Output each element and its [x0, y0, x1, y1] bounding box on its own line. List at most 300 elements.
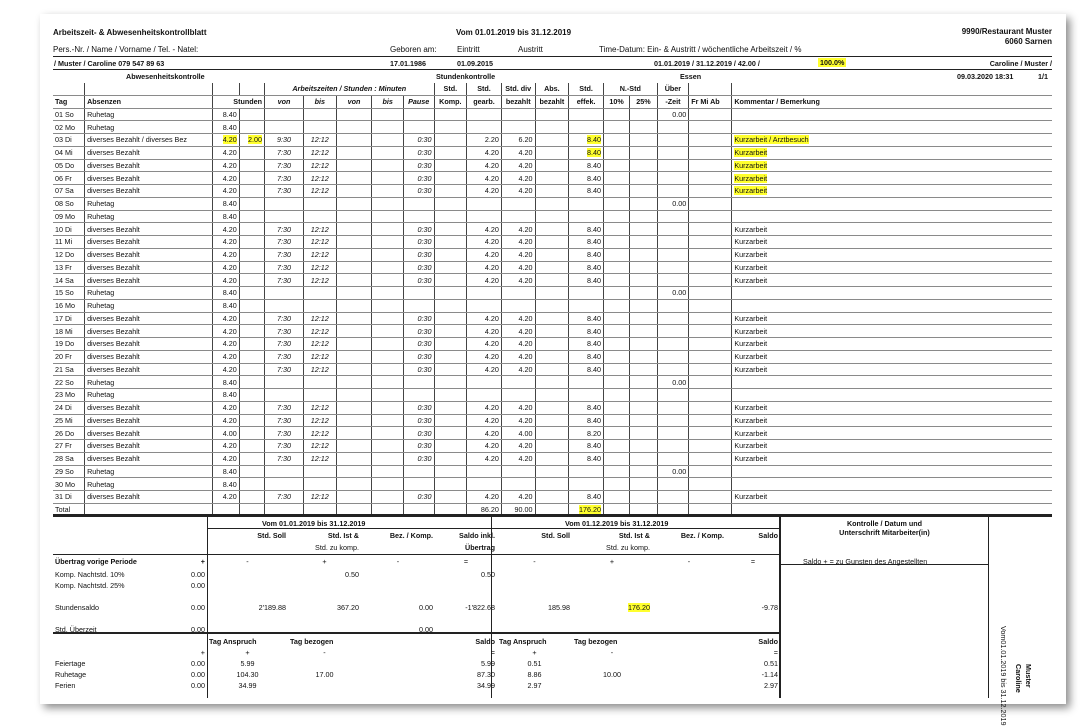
- day-row: [53, 478, 1052, 491]
- cell-std: [213, 108, 239, 121]
- value-abs: diverses Bezahlt: [87, 237, 140, 247]
- cell-pause: [403, 159, 434, 172]
- value-gearb: 4.20: [484, 250, 499, 260]
- value-tag: 25 Mi: [55, 415, 73, 425]
- value-von: 9:30: [277, 135, 291, 145]
- value-div: 4.00: [518, 428, 533, 438]
- value-eff: 8.40: [586, 441, 601, 451]
- cell-std2: [239, 134, 264, 147]
- cell-std2: [239, 185, 264, 198]
- col-std-div-2: bezahlt: [501, 95, 535, 108]
- value-kom: Kurzarbeit: [734, 403, 768, 413]
- col-von-2: von: [336, 95, 372, 108]
- cell-kom: [732, 146, 1052, 159]
- cell-div: [501, 223, 535, 236]
- cell-std2: [239, 389, 264, 402]
- value-tag: 11 Mi: [55, 237, 73, 247]
- col-std-komp-2: Komp.: [434, 95, 467, 108]
- ferien-a2: 2.97: [527, 681, 542, 690]
- value-abs: diverses Bezahlt: [87, 275, 140, 285]
- value-eff: 8.40: [586, 148, 601, 158]
- value-gearb: 4.20: [484, 313, 499, 323]
- cell-uz: [657, 427, 689, 440]
- value-von: 7:30: [277, 173, 291, 183]
- cell-tag: [53, 236, 85, 249]
- value-von: 7:30: [277, 262, 291, 272]
- value-bis: 12:12: [310, 135, 329, 145]
- cell-pause: [403, 121, 434, 134]
- cell-komp: [434, 248, 467, 261]
- cell-tag: [53, 312, 85, 325]
- cell-b2: [372, 261, 404, 274]
- cell-v2: [336, 159, 372, 172]
- cell-v2: [336, 325, 372, 338]
- cell-abs: [85, 325, 213, 338]
- cell-p10: [603, 108, 629, 121]
- cell-fma: [689, 248, 732, 261]
- value-kom: Kurzarbeit / Arztbesuch: [734, 135, 809, 145]
- value-div: 4.20: [518, 492, 533, 502]
- cell-kom: [732, 491, 1052, 504]
- cell-uz: [657, 146, 689, 159]
- value-abs: Ruhetag: [87, 211, 115, 221]
- cell-tag: [53, 338, 85, 351]
- cell-gearb: [467, 427, 502, 440]
- cell-von: [265, 146, 304, 159]
- cell-gearb: [467, 248, 502, 261]
- cell-absb: [535, 427, 569, 440]
- cell-b2: [372, 338, 404, 351]
- cell-komp: [434, 325, 467, 338]
- cell-fma: [689, 299, 732, 312]
- day-row: [53, 172, 1052, 185]
- cell-div: [501, 414, 535, 427]
- cell-p25: [630, 338, 657, 351]
- ruhetage-a2: 8.86: [527, 670, 542, 679]
- day-row: [53, 414, 1052, 427]
- cell-v2: [336, 108, 372, 121]
- cell-eff: [569, 159, 604, 172]
- cell-v2: [336, 223, 372, 236]
- cell-div: [501, 210, 535, 223]
- cell-std: [213, 325, 239, 338]
- cell-v2: [336, 452, 372, 465]
- cell-div: [501, 261, 535, 274]
- cell-kom: [732, 350, 1052, 363]
- cell-von: [265, 121, 304, 134]
- value-pause: 0:30: [417, 364, 432, 374]
- cell-bis: [303, 440, 336, 453]
- day-row: [53, 236, 1052, 249]
- cell-tag: [53, 478, 85, 491]
- saldo-h-1: Saldo: [475, 636, 495, 646]
- cell-abs: [85, 108, 213, 121]
- value-std: 4.20: [222, 326, 237, 336]
- cell-v2: [336, 312, 372, 325]
- cell-eff: [569, 223, 604, 236]
- value-bis: 12:12: [310, 492, 329, 502]
- op-minus-1: -: [246, 556, 249, 566]
- col-bis-1: bis: [303, 95, 336, 108]
- value-std: 4.20: [222, 173, 237, 183]
- value-tag: 08 So: [55, 199, 74, 209]
- cell-p10: [603, 440, 629, 453]
- col-p10: 10%: [603, 95, 629, 108]
- value-gearb: 4.20: [484, 275, 499, 285]
- cell-uz: [657, 159, 689, 172]
- cell-absb: [535, 223, 569, 236]
- cell-gearb: [467, 452, 502, 465]
- cell-kom: [732, 274, 1052, 287]
- cell-p25: [630, 465, 657, 478]
- cell-bis: [303, 427, 336, 440]
- cell-fma: [689, 159, 732, 172]
- value-abs: Ruhetag: [87, 288, 115, 298]
- cell-tag: [53, 325, 85, 338]
- value-eff: 8.40: [586, 262, 601, 272]
- value-abs: diverses Bezahlt: [87, 224, 140, 234]
- value-von: 7:30: [277, 352, 291, 362]
- cell-fma: [689, 338, 732, 351]
- value-tag: 28 Sa: [55, 454, 74, 464]
- feiertage-a2: 0.51: [527, 659, 542, 668]
- vac-plus-2: +: [532, 648, 537, 657]
- cell-komp: [434, 350, 467, 363]
- value-von: 7:30: [277, 441, 291, 451]
- day-row: [53, 389, 1052, 402]
- cell-div: [501, 491, 535, 504]
- cell-p10: [603, 478, 629, 491]
- cell-std: [213, 427, 239, 440]
- value-pause: 0:30: [417, 160, 432, 170]
- col-n-std: N.-Std: [603, 83, 657, 95]
- cell-div: [501, 338, 535, 351]
- cell-eff: [569, 121, 604, 134]
- cell-kom: [732, 185, 1052, 198]
- cell-abs: [85, 338, 213, 351]
- cell-eff: [569, 287, 604, 300]
- cell-v2: [336, 376, 372, 389]
- cell-uz: [657, 274, 689, 287]
- cell-eff: [569, 248, 604, 261]
- value-div: 4.20: [518, 352, 533, 362]
- cell-std2: [239, 452, 264, 465]
- cell-div: [501, 401, 535, 414]
- saldo-h-2: Saldo: [758, 636, 778, 646]
- value-gearb: 4.20: [484, 454, 499, 464]
- cell-gearb: [467, 121, 502, 134]
- value-eff: 8.40: [586, 339, 601, 349]
- value-tag: 15 So: [55, 288, 74, 298]
- cell-komp: [434, 121, 467, 134]
- value-eff: 8.40: [586, 454, 601, 464]
- cell-std: [213, 146, 239, 159]
- cell-p10: [603, 185, 629, 198]
- value-bis: 12:12: [310, 275, 329, 285]
- value-tag: 02 Mo: [55, 122, 75, 132]
- cell-div: [501, 465, 535, 478]
- cell-div: [501, 185, 535, 198]
- cell-abs: [85, 401, 213, 414]
- cell-std2: [239, 401, 264, 414]
- bezogen-2: Tag bezogen: [574, 636, 618, 646]
- cell-div: [501, 389, 535, 402]
- cell-von: [265, 134, 304, 147]
- value-abs: diverses Bezahlt: [87, 326, 140, 336]
- cell-std2: [239, 223, 264, 236]
- sheet-title: Arbeitszeit- & Abwesenheitskontrollblatt: [53, 28, 207, 37]
- value-abs: Ruhetag: [87, 109, 115, 119]
- cell-std: [213, 401, 239, 414]
- cell-uz: [657, 452, 689, 465]
- value-uz: 0.00: [672, 377, 687, 387]
- cell-v2: [336, 236, 372, 249]
- value-pause: 0:30: [417, 454, 432, 464]
- cell-b2: [372, 274, 404, 287]
- cell-uz: [657, 121, 689, 134]
- value-von: 7:30: [277, 403, 291, 413]
- value-std: 8.40: [222, 390, 237, 400]
- cell-gearb: [467, 210, 502, 223]
- cell-fma: [689, 185, 732, 198]
- value-gearb: 4.20: [484, 441, 499, 451]
- cell-fma: [689, 452, 732, 465]
- cell-gearb: [467, 401, 502, 414]
- value-uz: 0.00: [672, 109, 687, 119]
- cell-tag: [53, 159, 85, 172]
- cell-bis: [303, 185, 336, 198]
- value-eff: 8.40: [586, 415, 601, 425]
- value-div: 4.20: [518, 364, 533, 374]
- cell-v2: [336, 197, 372, 210]
- cell-absb: [535, 287, 569, 300]
- cell-eff: [569, 491, 604, 504]
- cell-abs: [85, 185, 213, 198]
- op-plus-2: +: [609, 556, 615, 566]
- value-std: 8.40: [222, 122, 237, 132]
- value-std: 4.20: [222, 441, 237, 451]
- value-abs: diverses Bezahlt: [87, 262, 140, 272]
- cell-komp: [434, 389, 467, 402]
- value-std: 8.40: [222, 479, 237, 489]
- cell-std: [213, 299, 239, 312]
- cell-div: [501, 287, 535, 300]
- value-std: 8.40: [222, 466, 237, 476]
- value-von: 7:30: [277, 160, 291, 170]
- cell-p25: [630, 134, 657, 147]
- value-kom: Kurzarbeit: [734, 275, 768, 285]
- cell-von: [265, 287, 304, 300]
- value-eff: 8.40: [586, 313, 601, 323]
- pers-label: Pers.-Nr. / Name / Vorname / Tel. - Natel:: [53, 45, 199, 54]
- cell-v2: [336, 414, 372, 427]
- value-pause: 0:30: [417, 224, 432, 234]
- cell-p10: [603, 236, 629, 249]
- cell-absb: [535, 312, 569, 325]
- cell-komp: [434, 452, 467, 465]
- cell-pause: [403, 223, 434, 236]
- cell-std2: [239, 159, 264, 172]
- cell-abs: [85, 440, 213, 453]
- cell-eff: [569, 185, 604, 198]
- value-abs: diverses Bezahlt: [87, 364, 140, 374]
- cell-eff: [569, 197, 604, 210]
- cell-uz: [657, 325, 689, 338]
- cell-p25: [630, 210, 657, 223]
- cell-pause: [403, 350, 434, 363]
- value-gearb: 4.20: [484, 237, 499, 247]
- cell-v2: [336, 185, 372, 198]
- cell-bis: [303, 210, 336, 223]
- cell-p25: [630, 440, 657, 453]
- cell-abs: [85, 210, 213, 223]
- value-abs: diverses Bezahlt: [87, 441, 140, 451]
- value-bis: 12:12: [310, 160, 329, 170]
- cell-p25: [630, 159, 657, 172]
- cell-komp: [434, 427, 467, 440]
- day-row: [53, 197, 1052, 210]
- summary-rule: [53, 514, 1052, 516]
- cell-bis: [303, 465, 336, 478]
- value-std: 8.40: [222, 109, 237, 119]
- cell-div: [501, 427, 535, 440]
- cell-komp: [434, 312, 467, 325]
- cell-eff: [569, 325, 604, 338]
- cell-gearb: [467, 299, 502, 312]
- value-kom: Kurzarbeit: [734, 262, 768, 272]
- cell-p25: [630, 236, 657, 249]
- cell-abs: [85, 197, 213, 210]
- value-bis: 12:12: [310, 403, 329, 413]
- stundensaldo-soll-1: 2'189.88: [258, 603, 286, 612]
- value-gearb: 2.20: [484, 135, 499, 145]
- cell-absb: [535, 274, 569, 287]
- col-ueber-2: -Zeit: [657, 95, 689, 108]
- cell-tag: [53, 287, 85, 300]
- value-std: 4.20: [222, 275, 237, 285]
- value-abs: diverses Bezahlt / diverses Bez: [87, 135, 187, 145]
- value-abs: Ruhetag: [87, 377, 115, 387]
- cell-bis: [303, 452, 336, 465]
- col-std-komp-1: Std.: [434, 83, 467, 95]
- cell-p10: [603, 299, 629, 312]
- cell-kom: [732, 376, 1052, 389]
- value-pause: 0:30: [417, 403, 432, 413]
- cell-p25: [630, 197, 657, 210]
- cell-abs: [85, 376, 213, 389]
- value-eff: 8.40: [586, 173, 601, 183]
- cell-gearb: [467, 108, 502, 121]
- value-bis: 12:12: [310, 454, 329, 464]
- value-eff: 8.40: [586, 326, 601, 336]
- value-tag: 24 Di: [55, 403, 72, 413]
- value-std: 4.20: [222, 250, 237, 260]
- cell-div: [501, 172, 535, 185]
- value-pause: 0:30: [417, 186, 432, 196]
- cell-b2: [372, 223, 404, 236]
- cell-p10: [603, 121, 629, 134]
- value-div: 4.20: [518, 403, 533, 413]
- cell-pause: [403, 197, 434, 210]
- austritt-label: Austritt: [518, 45, 543, 54]
- day-row: [53, 223, 1052, 236]
- value-abs: Ruhetag: [87, 479, 115, 489]
- cell-abs: [85, 427, 213, 440]
- cell-b2: [372, 452, 404, 465]
- value-uz: 0.00: [672, 466, 687, 476]
- feiertage-s2: 0.51: [764, 659, 778, 668]
- cell-std: [213, 159, 239, 172]
- cell-bis: [303, 350, 336, 363]
- cell-bis: [303, 325, 336, 338]
- day-row: [53, 325, 1052, 338]
- cell-eff: [569, 389, 604, 402]
- value-std: 4.20: [222, 186, 237, 196]
- cell-absb: [535, 350, 569, 363]
- cell-kom: [732, 197, 1052, 210]
- cell-p25: [630, 491, 657, 504]
- value-gearb: 4.20: [484, 415, 499, 425]
- cell-fma: [689, 146, 732, 159]
- cell-tag: [53, 197, 85, 210]
- bezogen-1: Tag bezogen: [290, 636, 334, 646]
- cell-div: [501, 363, 535, 376]
- cell-uz: [657, 134, 689, 147]
- cell-absb: [535, 134, 569, 147]
- cell-b2: [372, 134, 404, 147]
- cell-div: [501, 121, 535, 134]
- value-tag: 09 Mo: [55, 211, 75, 221]
- value-kom: Kurzarbeit: [734, 160, 768, 170]
- cell-absb: [535, 325, 569, 338]
- cell-abs: [85, 172, 213, 185]
- cell-fma: [689, 236, 732, 249]
- cell-b2: [372, 427, 404, 440]
- cell-b2: [372, 299, 404, 312]
- cell-tag: [53, 350, 85, 363]
- komp-10-label: Komp. Nachtstd. 10%: [55, 570, 125, 579]
- value-div: 4.20: [518, 339, 533, 349]
- value-pause: 0:30: [417, 326, 432, 336]
- cell-gearb: [467, 197, 502, 210]
- day-row: [53, 452, 1052, 465]
- value-div: 4.20: [518, 160, 533, 170]
- ruhetage-s1: 87.30: [477, 670, 495, 679]
- cell-absb: [535, 248, 569, 261]
- value-tag: 19 Do: [55, 339, 75, 349]
- value-tag: 29 So: [55, 466, 74, 476]
- value-div: 4.20: [518, 224, 533, 234]
- ferien-value: 0.00: [191, 681, 205, 690]
- cell-div: [501, 159, 535, 172]
- uebertrag-label: Übertrag vorige Periode: [55, 556, 137, 566]
- cell-von: [265, 159, 304, 172]
- cell-komp: [434, 274, 467, 287]
- col-std-eff-1: Std.: [569, 83, 604, 95]
- cell-v2: [336, 121, 372, 134]
- value-pause: 0:30: [417, 313, 432, 323]
- value-tag: 14 Sa: [55, 275, 74, 285]
- cell-v2: [336, 440, 372, 453]
- vertical-name-1: Muster: [1024, 664, 1033, 688]
- cell-von: [265, 312, 304, 325]
- cell-kom: [732, 325, 1052, 338]
- cell-tag: [53, 427, 85, 440]
- cell-std: [213, 465, 239, 478]
- value-von: 7:30: [277, 224, 291, 234]
- cell-pause: [403, 465, 434, 478]
- cell-fma: [689, 478, 732, 491]
